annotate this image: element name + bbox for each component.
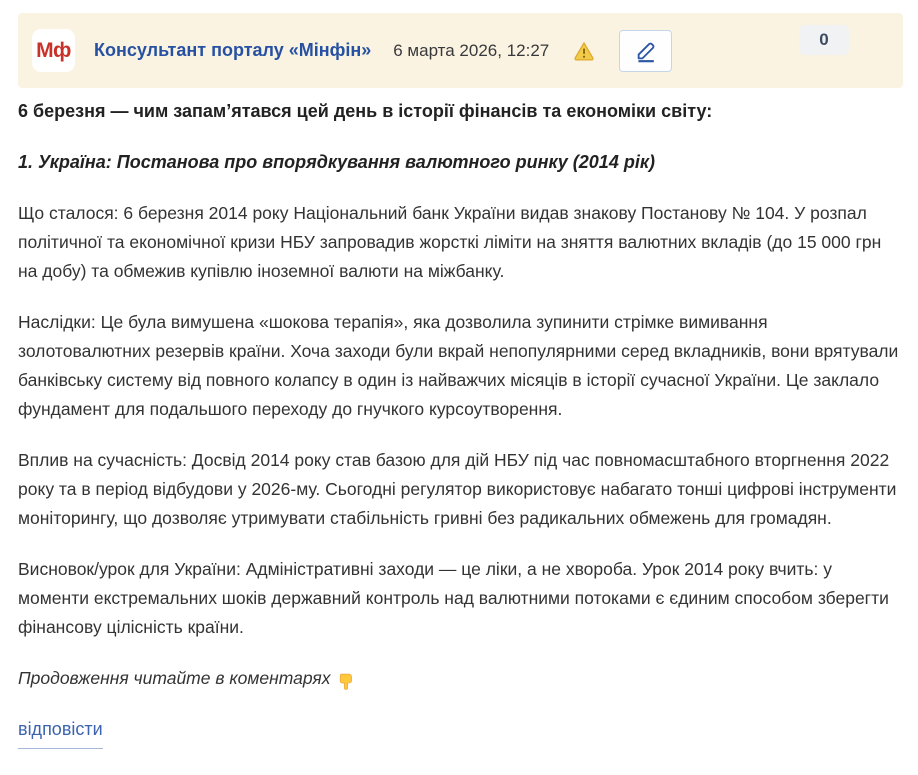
comment-count-badge[interactable]: 0 [799, 25, 849, 55]
paragraph-what-happened: Що сталося: 6 березня 2014 року Національний банк України видав знакову Постанову № 104. У розпал політичної та економічної кризи НБУ запровадив жорсткі ліміти на зняття валютних вкладів (до 15 000 грн на добу) та обмежив купівлю іноземної валюти на міжбанку. [18, 203, 882, 281]
warning-triangle-icon [573, 40, 595, 62]
author-link[interactable]: Консультант порталу «Мінфін» [94, 40, 372, 60]
pencil-icon [633, 38, 659, 64]
reply-link[interactable]: відповісти [18, 715, 103, 749]
post-timestamp: 6 марта 2026, 12:27 [393, 40, 550, 60]
continuation-note-text: Продовження читайте в коментарях [18, 668, 331, 688]
warning-icon[interactable] [573, 40, 595, 62]
logo-text: Мф [36, 38, 71, 62]
post-body [18, 97, 903, 749]
continuation-note [18, 664, 903, 693]
post-header [18, 13, 903, 88]
pointing-down-emoji [337, 671, 357, 691]
paragraph-consequences: Наслідки: Це була вимушена «шокова терапія», яка дозволила зупинити стрімке вимивання золотовалютних резервів країни. Хоча заходи були вкрай непопулярними серед вкладників, вони врятували банківську систему від повного колапсу в один із найважчих місяців в історії сучасної України. Це заклало фундамент для подальшого переходу до гнучкого курсоутворення. [18, 312, 899, 419]
post-title: 6 березня — чим запам’ятався цей день в історії фінансів та економіки світу: [18, 101, 713, 121]
edit-button[interactable] [619, 30, 672, 72]
paragraph-modern-impact: Вплив на сучасність: Досвід 2014 року став базою для дій НБУ під час повномасштабного вторгнення 2022 року та в період відбудови у 2026-му. Сьогодні регулятор використовує набагато тонші цифрові інструменти моніторингу, що дозволяє утримувати стабільність гривні без радикальних обмежень для громадян. [18, 450, 897, 528]
paragraph-conclusion: Висновок/урок для України: Адміністративні заходи — це ліки, а не хвороба. Урок 2014 року вчить: у моменти екстремальних шоків державний контроль над валютними потоками є єдиним способом зберегти фінансову цілісність країни. [18, 559, 889, 637]
minfin-logo[interactable] [32, 29, 75, 72]
post-subtitle: 1. Україна: Постанова про впорядкування валютного ринку (2014 рік) [18, 152, 655, 172]
